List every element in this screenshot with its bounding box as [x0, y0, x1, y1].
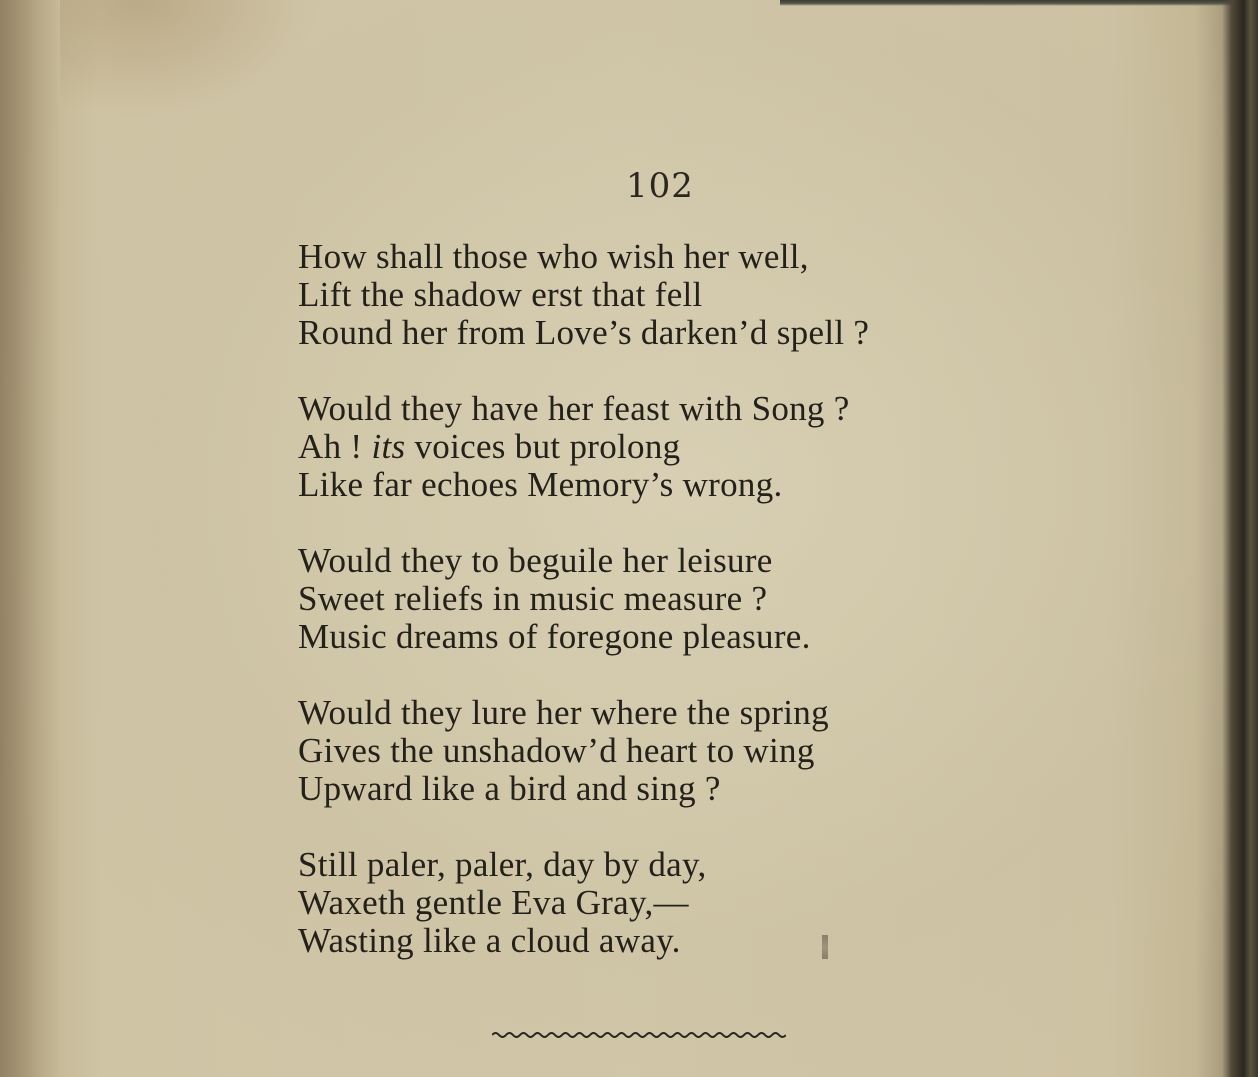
stanza-2 — [298, 390, 958, 504]
stanza-1 — [298, 238, 958, 352]
wavy-rule-path — [492, 1033, 786, 1037]
stanza-5 — [298, 846, 958, 960]
stanza-3 — [298, 542, 958, 656]
poem-line: Wasting like a cloud away. — [298, 921, 681, 960]
poem-line: Round her from Love’s darken’d spell ? — [298, 313, 870, 352]
corner-stain — [60, 0, 320, 120]
poem-line-part: voices but prolong — [414, 427, 681, 466]
page-top-edge — [780, 0, 1258, 6]
book-binding — [1222, 0, 1258, 1077]
ink-speck — [822, 935, 828, 959]
poem-line: Waxeth gentle Eva Gray,— — [298, 883, 689, 922]
poem-line: Lift the shadow erst that fell — [298, 275, 703, 314]
poem-line: How shall those who wish her well, — [298, 237, 809, 276]
poem-line: Would they lure her where the spring — [298, 693, 829, 732]
stanza-4 — [298, 694, 958, 808]
poem-line: Would they to beguile her leisure — [298, 541, 773, 580]
wavy-rule-ornament — [492, 1028, 786, 1042]
poem-line: Music dreams of foregone pleasure. — [298, 617, 811, 656]
poem-line: Gives the unshadow’d heart to wing — [298, 731, 815, 770]
poem-line-part: Ah ! — [298, 427, 363, 466]
poem-italic-word: its — [371, 427, 406, 466]
poem-line: Would they have her feast with Song ? — [298, 389, 850, 428]
page-number: 102 — [626, 166, 694, 206]
poem-line-mixed — [298, 428, 958, 466]
poem-line: Still paler, paler, day by day, — [298, 845, 707, 884]
poem-line: Like far echoes Memory’s wrong. — [298, 465, 783, 504]
page-left-edge — [0, 0, 60, 1077]
poem — [298, 238, 958, 998]
poem-line: Sweet reliefs in music measure ? — [298, 579, 768, 618]
poem-line: Upward like a bird and sing ? — [298, 769, 721, 808]
